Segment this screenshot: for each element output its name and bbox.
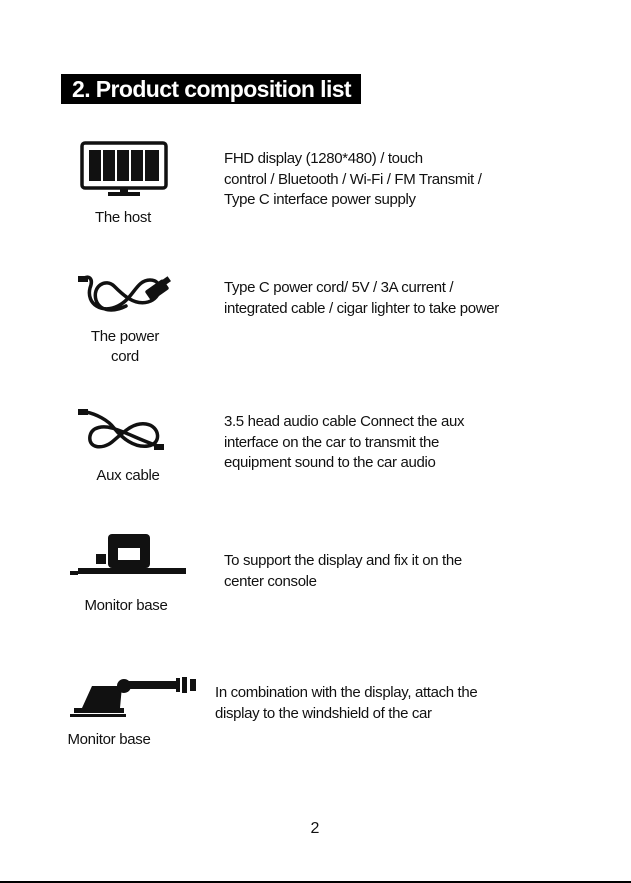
item-description-host: FHD display (1280*480) / touch control / Bluetooth / Wi-Fi / FM Transmit / Type C interface power supply xyxy=(224,150,482,208)
item-description-power-cord: Type C power cord/ 5V / 3A current / integrated cable / cigar lighter to take power xyxy=(224,279,499,317)
display-screen-icon xyxy=(80,141,168,199)
item-label-aux-cable: Aux cable xyxy=(96,467,160,484)
item-label-host: The host xyxy=(95,209,151,226)
power-cord-icon xyxy=(78,270,174,320)
item-label-suction-mount: Monitor base xyxy=(67,731,151,748)
item-label-power-cord: The power cord xyxy=(90,328,160,365)
item-description-suction-mount: In combination with the display, attach the display to the windshield of the car xyxy=(215,684,478,722)
suction-mount-icon xyxy=(70,674,200,720)
item-label-monitor-base: Monitor base xyxy=(84,597,168,614)
page-number: 2 xyxy=(310,820,320,837)
section-heading: 2. Product composition list xyxy=(61,74,361,104)
monitor-base-icon xyxy=(70,532,190,580)
item-description-aux-cable: 3.5 head audio cable Connect the aux interface on the car to transmit the equipment sound to the car audio xyxy=(224,413,465,471)
aux-cable-icon xyxy=(78,406,164,454)
item-description-monitor-base: To support the display and fix it on the center console xyxy=(224,552,462,590)
